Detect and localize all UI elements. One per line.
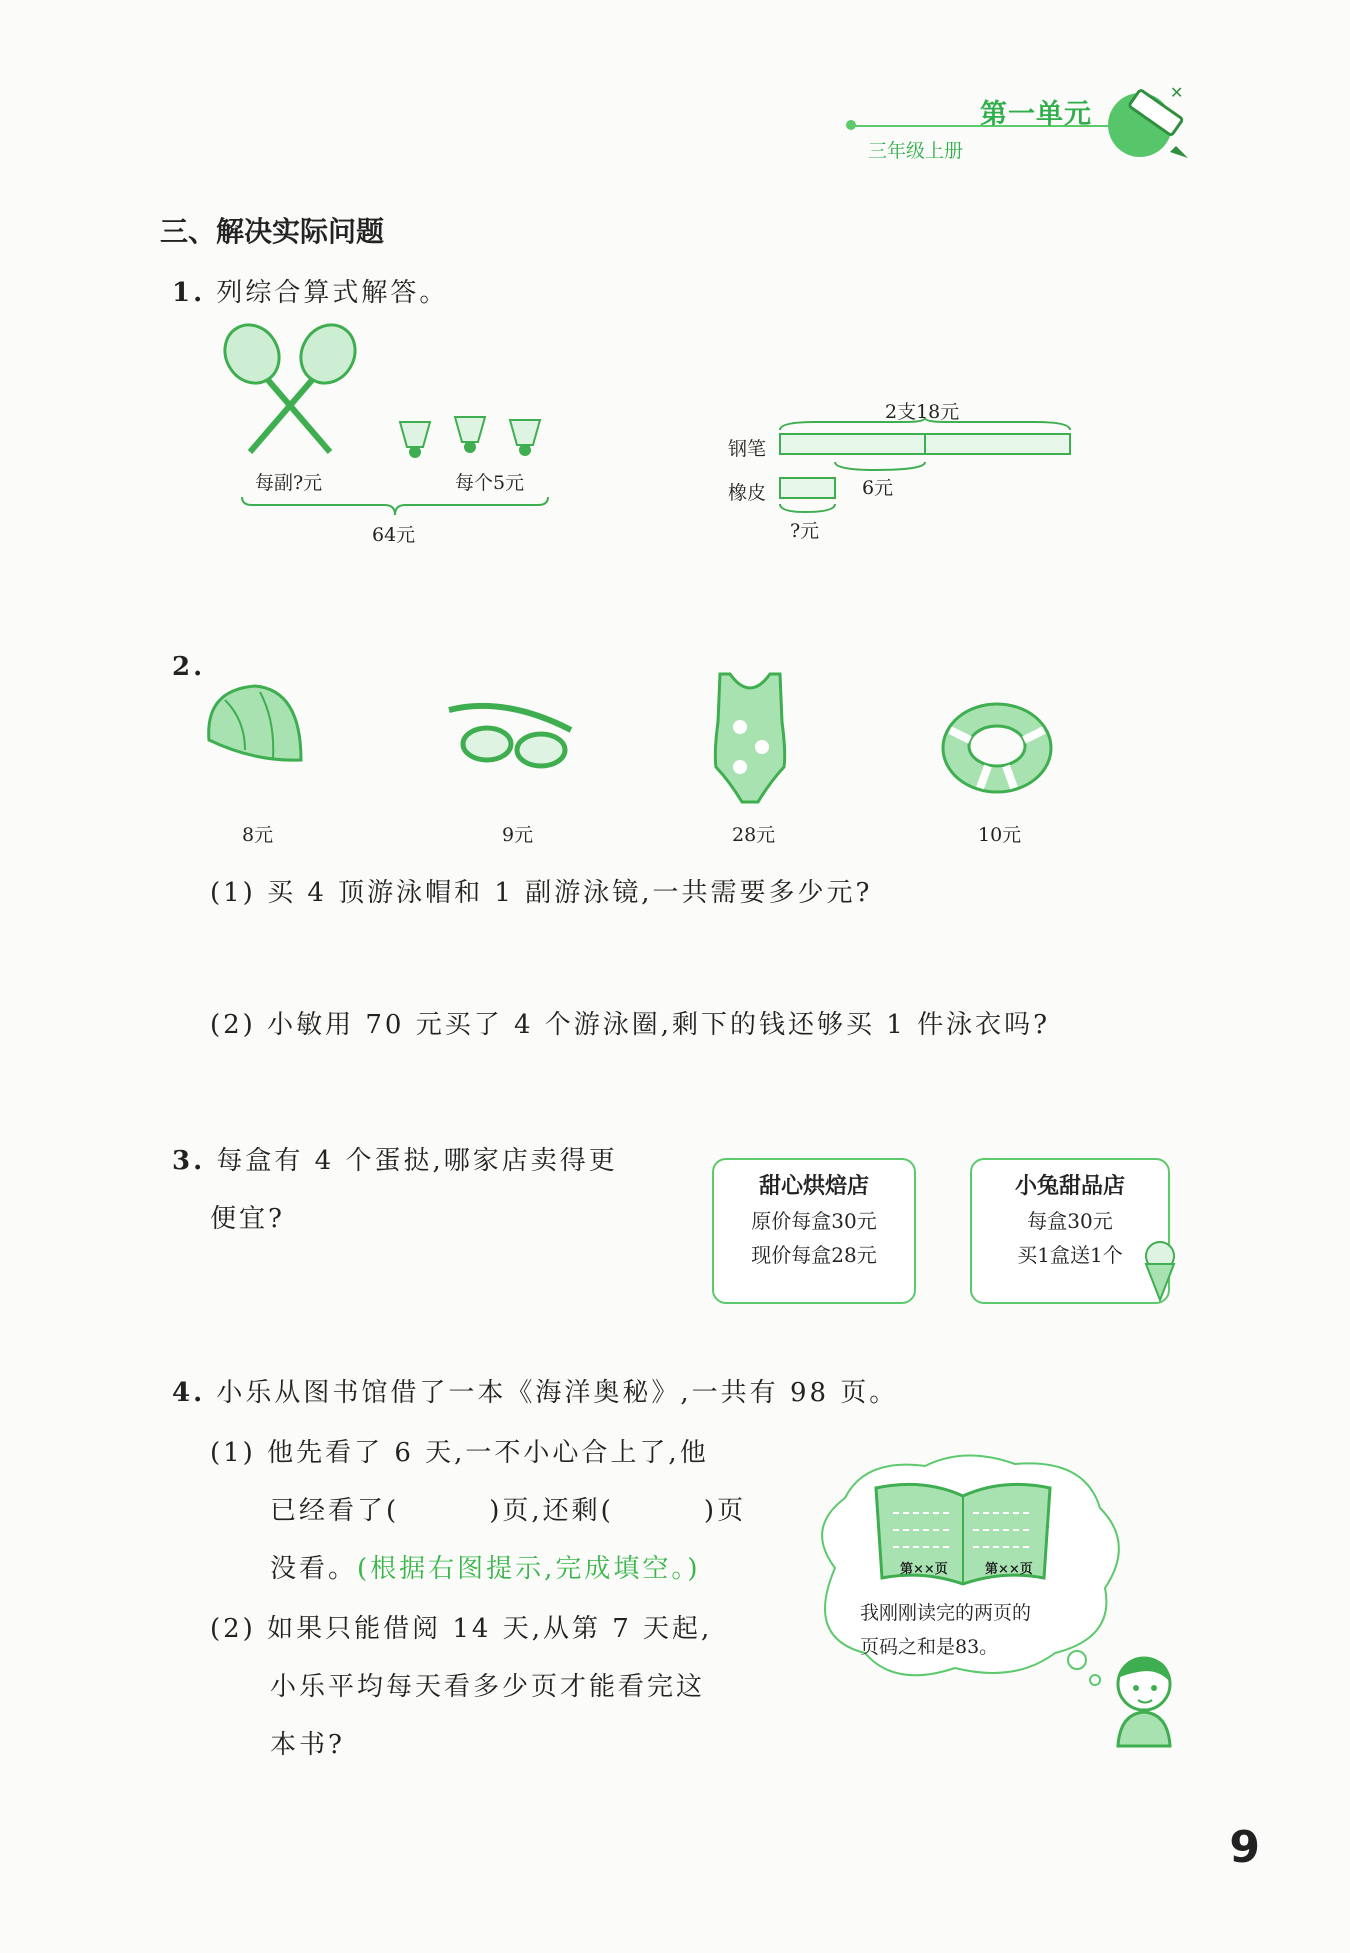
q4-number: 4. xyxy=(172,1378,206,1408)
shop1-line1: 原价每盒30元 xyxy=(751,1209,877,1233)
boy-avatar-icon xyxy=(1108,1648,1180,1748)
svg-text:✕: ✕ xyxy=(1170,83,1184,102)
bar-model-diagram xyxy=(775,418,1075,530)
price-swim-ring: 10元 xyxy=(978,824,1022,846)
q4-text: 小乐从图书馆借了一本《海洋奥秘》,一共有 98 页。 xyxy=(216,1378,899,1408)
page-number: 9 xyxy=(1229,1822,1260,1873)
shop2-line1: 每盒30元 xyxy=(1027,1209,1113,1233)
shuttlecocks-icon xyxy=(395,412,555,462)
total-label: 64元 xyxy=(372,524,416,546)
shop2-line2: 买1盒送1个 xyxy=(1017,1243,1123,1267)
pencil-logo-icon xyxy=(1100,80,1195,165)
badminton-rackets-icon xyxy=(210,322,370,462)
bubble-line1: 我刚刚读完的两页的 xyxy=(860,1602,1032,1624)
unit-title: 第一单元 xyxy=(980,99,1092,130)
q3-line1 xyxy=(172,1140,618,1177)
shop1-line2: 现价每盒28元 xyxy=(751,1243,877,1267)
header-dot xyxy=(846,120,856,130)
q4-s1b: 已经看了( )页,还剩( )页 xyxy=(270,1496,747,1526)
shop1-name: 甜心烘焙店 xyxy=(758,1174,869,1199)
ice-cream-icon xyxy=(1140,1240,1180,1302)
q4-s2b: 小乐平均每天看多少页才能看完这 xyxy=(270,1672,706,1702)
shop1-card xyxy=(712,1158,916,1304)
q3-number: 3. xyxy=(172,1146,206,1176)
swim-ring-icon xyxy=(940,700,1055,795)
grade-label: 三年级上册 xyxy=(868,140,964,162)
q1-number: 1. xyxy=(172,278,206,308)
eraser-label: 橡皮 xyxy=(728,482,767,504)
swim-cap-icon xyxy=(205,680,305,770)
swimsuit-icon xyxy=(710,672,790,807)
pen-total-label: 2支18元 xyxy=(885,401,960,423)
price-cap: 8元 xyxy=(242,824,274,846)
shop2-name: 小兔甜品店 xyxy=(1014,1174,1125,1199)
book-left-page: 第××页 xyxy=(900,1562,948,1577)
bubble-line2: 页码之和是83。 xyxy=(860,1636,999,1658)
racket-price-label: 每副?元 xyxy=(255,472,323,494)
q2-sub1: (1) 买 4 顶游泳帽和 1 副游泳镜,一共需要多少元? xyxy=(210,878,873,908)
pen-label: 钢笔 xyxy=(728,438,767,460)
eraser-unknown-label: ?元 xyxy=(790,520,820,542)
q4-s2a: (2) 如果只能借阅 14 天,从第 7 天起, xyxy=(210,1614,713,1644)
q4-hint: (根据右图提示,完成填空。) xyxy=(357,1554,701,1584)
q4-line1 xyxy=(172,1372,898,1409)
price-goggles: 9元 xyxy=(502,824,534,846)
q4-s1c-line xyxy=(270,1548,701,1585)
section-title: 三、解决实际问题 xyxy=(160,215,385,248)
shuttle-price-label: 每个5元 xyxy=(455,472,525,494)
q3-line2: 便宜? xyxy=(210,1204,285,1234)
q4-s1c: 没看。 xyxy=(270,1554,358,1584)
book-right-page: 第××页 xyxy=(985,1562,1033,1577)
price-swimsuit: 28元 xyxy=(732,824,776,846)
q3-text: 每盒有 4 个蛋挞,哪家店卖得更 xyxy=(216,1146,618,1176)
swim-goggles-icon xyxy=(445,700,575,770)
q2-number: 2. xyxy=(172,652,206,682)
diff-label: 6元 xyxy=(862,477,894,499)
q1-prompt xyxy=(172,272,448,309)
q2-sub2: (2) 小敏用 70 元买了 4 个游泳圈,剩下的钱还够买 1 件泳衣吗? xyxy=(210,1010,1051,1040)
q4-s1a: (1) 他先看了 6 天,一不小心合上了,他 xyxy=(210,1438,709,1468)
q1-text: 列综合算式解答。 xyxy=(216,278,449,308)
total-brace xyxy=(240,495,550,517)
q4-s2c: 本书? xyxy=(270,1730,345,1760)
